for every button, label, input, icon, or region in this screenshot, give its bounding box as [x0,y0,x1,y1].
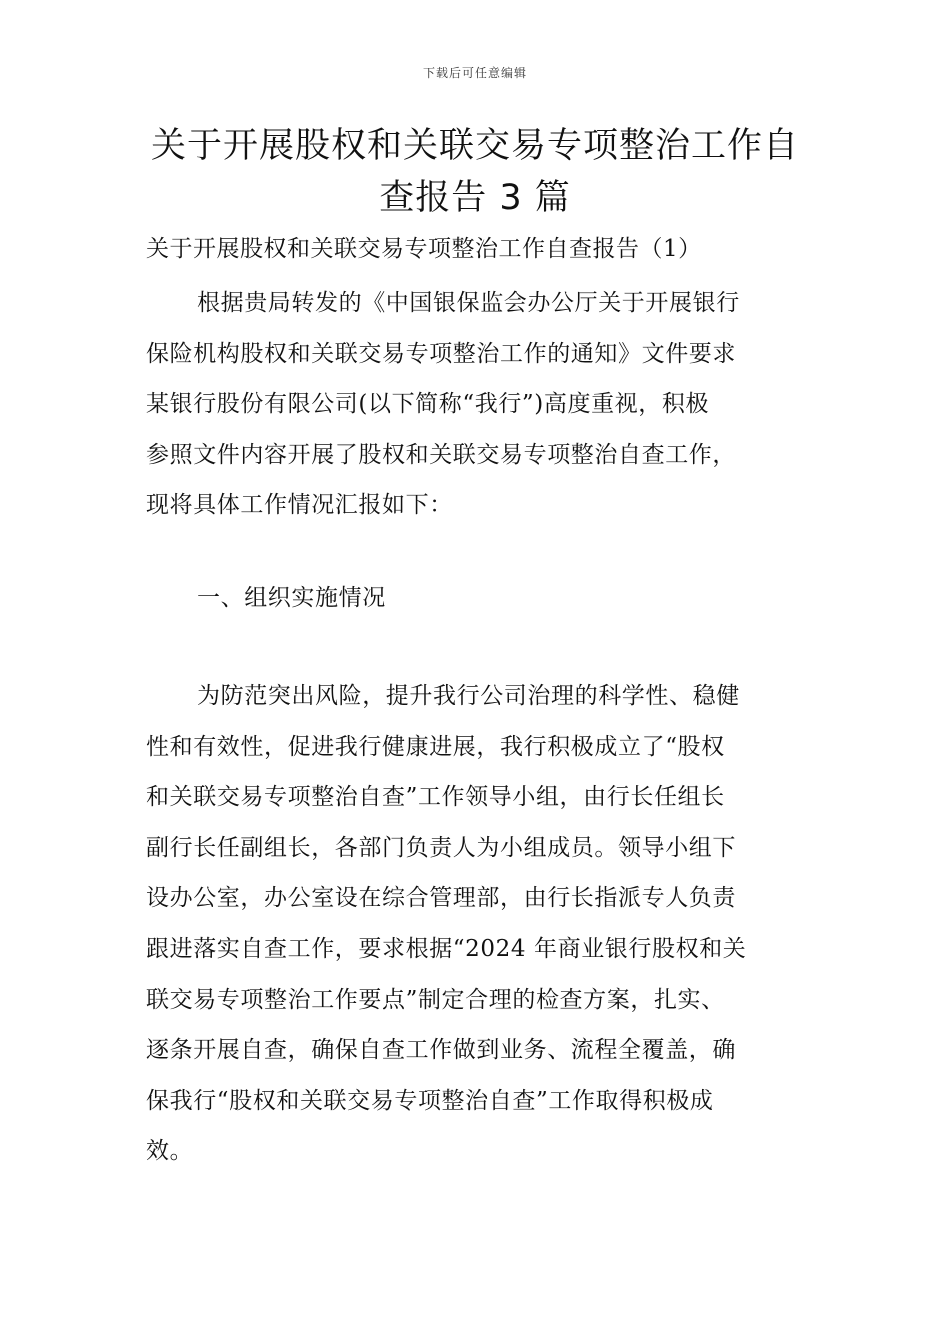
paragraph-line: 跟进落实自查工作，要求根据“2024 年商业银行股权和关 [146,935,747,962]
report-subtitle: 关于开展股权和关联交易专项整治工作自查报告（1） [146,236,702,262]
section-heading-1 [146,573,826,624]
title-line-2: 查报告 3 篇 [379,178,571,218]
paragraph-line: 参照文件内容开展了股权和关联交易专项整治自查工作， [146,441,736,468]
section-heading-text: 一、组织实施情况 [197,585,386,611]
header-note: 下载后可任意编辑 [422,66,527,80]
paragraph-line: 保险机构股权和关联交易专项整治工作的通知》文件要求 [146,340,736,367]
paragraph-line: 某银行股份有限公司(以下简称“我行”)高度重视，积极 [146,391,710,418]
paragraph-organization [146,671,826,1177]
paragraph-line: 设办公室，办公室设在综合管理部，由行长指派专人负责 [146,885,736,912]
paragraph-line: 为防范突出风险，提升我行公司治理的科学性、稳健 [197,683,740,709]
paragraph-line: 逐条开展自查，确保自查工作做到业务、流程全覆盖，确 [146,1037,736,1064]
paragraph-line: 和关联交易专项整治自查”工作领导小组，由行长任组长 [146,784,725,811]
paragraph-line: 性和有效性，促进我行健康进展，我行积极成立了“股权 [146,733,725,760]
paragraph-line: 根据贵局转发的《中国银保监会办公厅关于开展银行 [197,290,740,316]
document-title [140,120,810,224]
paragraph-line: 保我行“股权和关联交易专项整治自查”工作取得积极成 [146,1087,714,1114]
title-line-1: 关于开展股权和关联交易专项整治工作自 [150,126,799,166]
paragraph-line: 联交易专项整治工作要点”制定合理的检查方案，扎实、 [146,986,725,1013]
paragraph-line: 效。 [146,1138,194,1165]
paragraph-line: 副行长任副组长，各部门负责人为小组成员。领导小组下 [146,834,736,861]
paragraph-intro [146,278,826,531]
paragraph-line: 现将具体工作情况汇报如下： [146,492,453,519]
